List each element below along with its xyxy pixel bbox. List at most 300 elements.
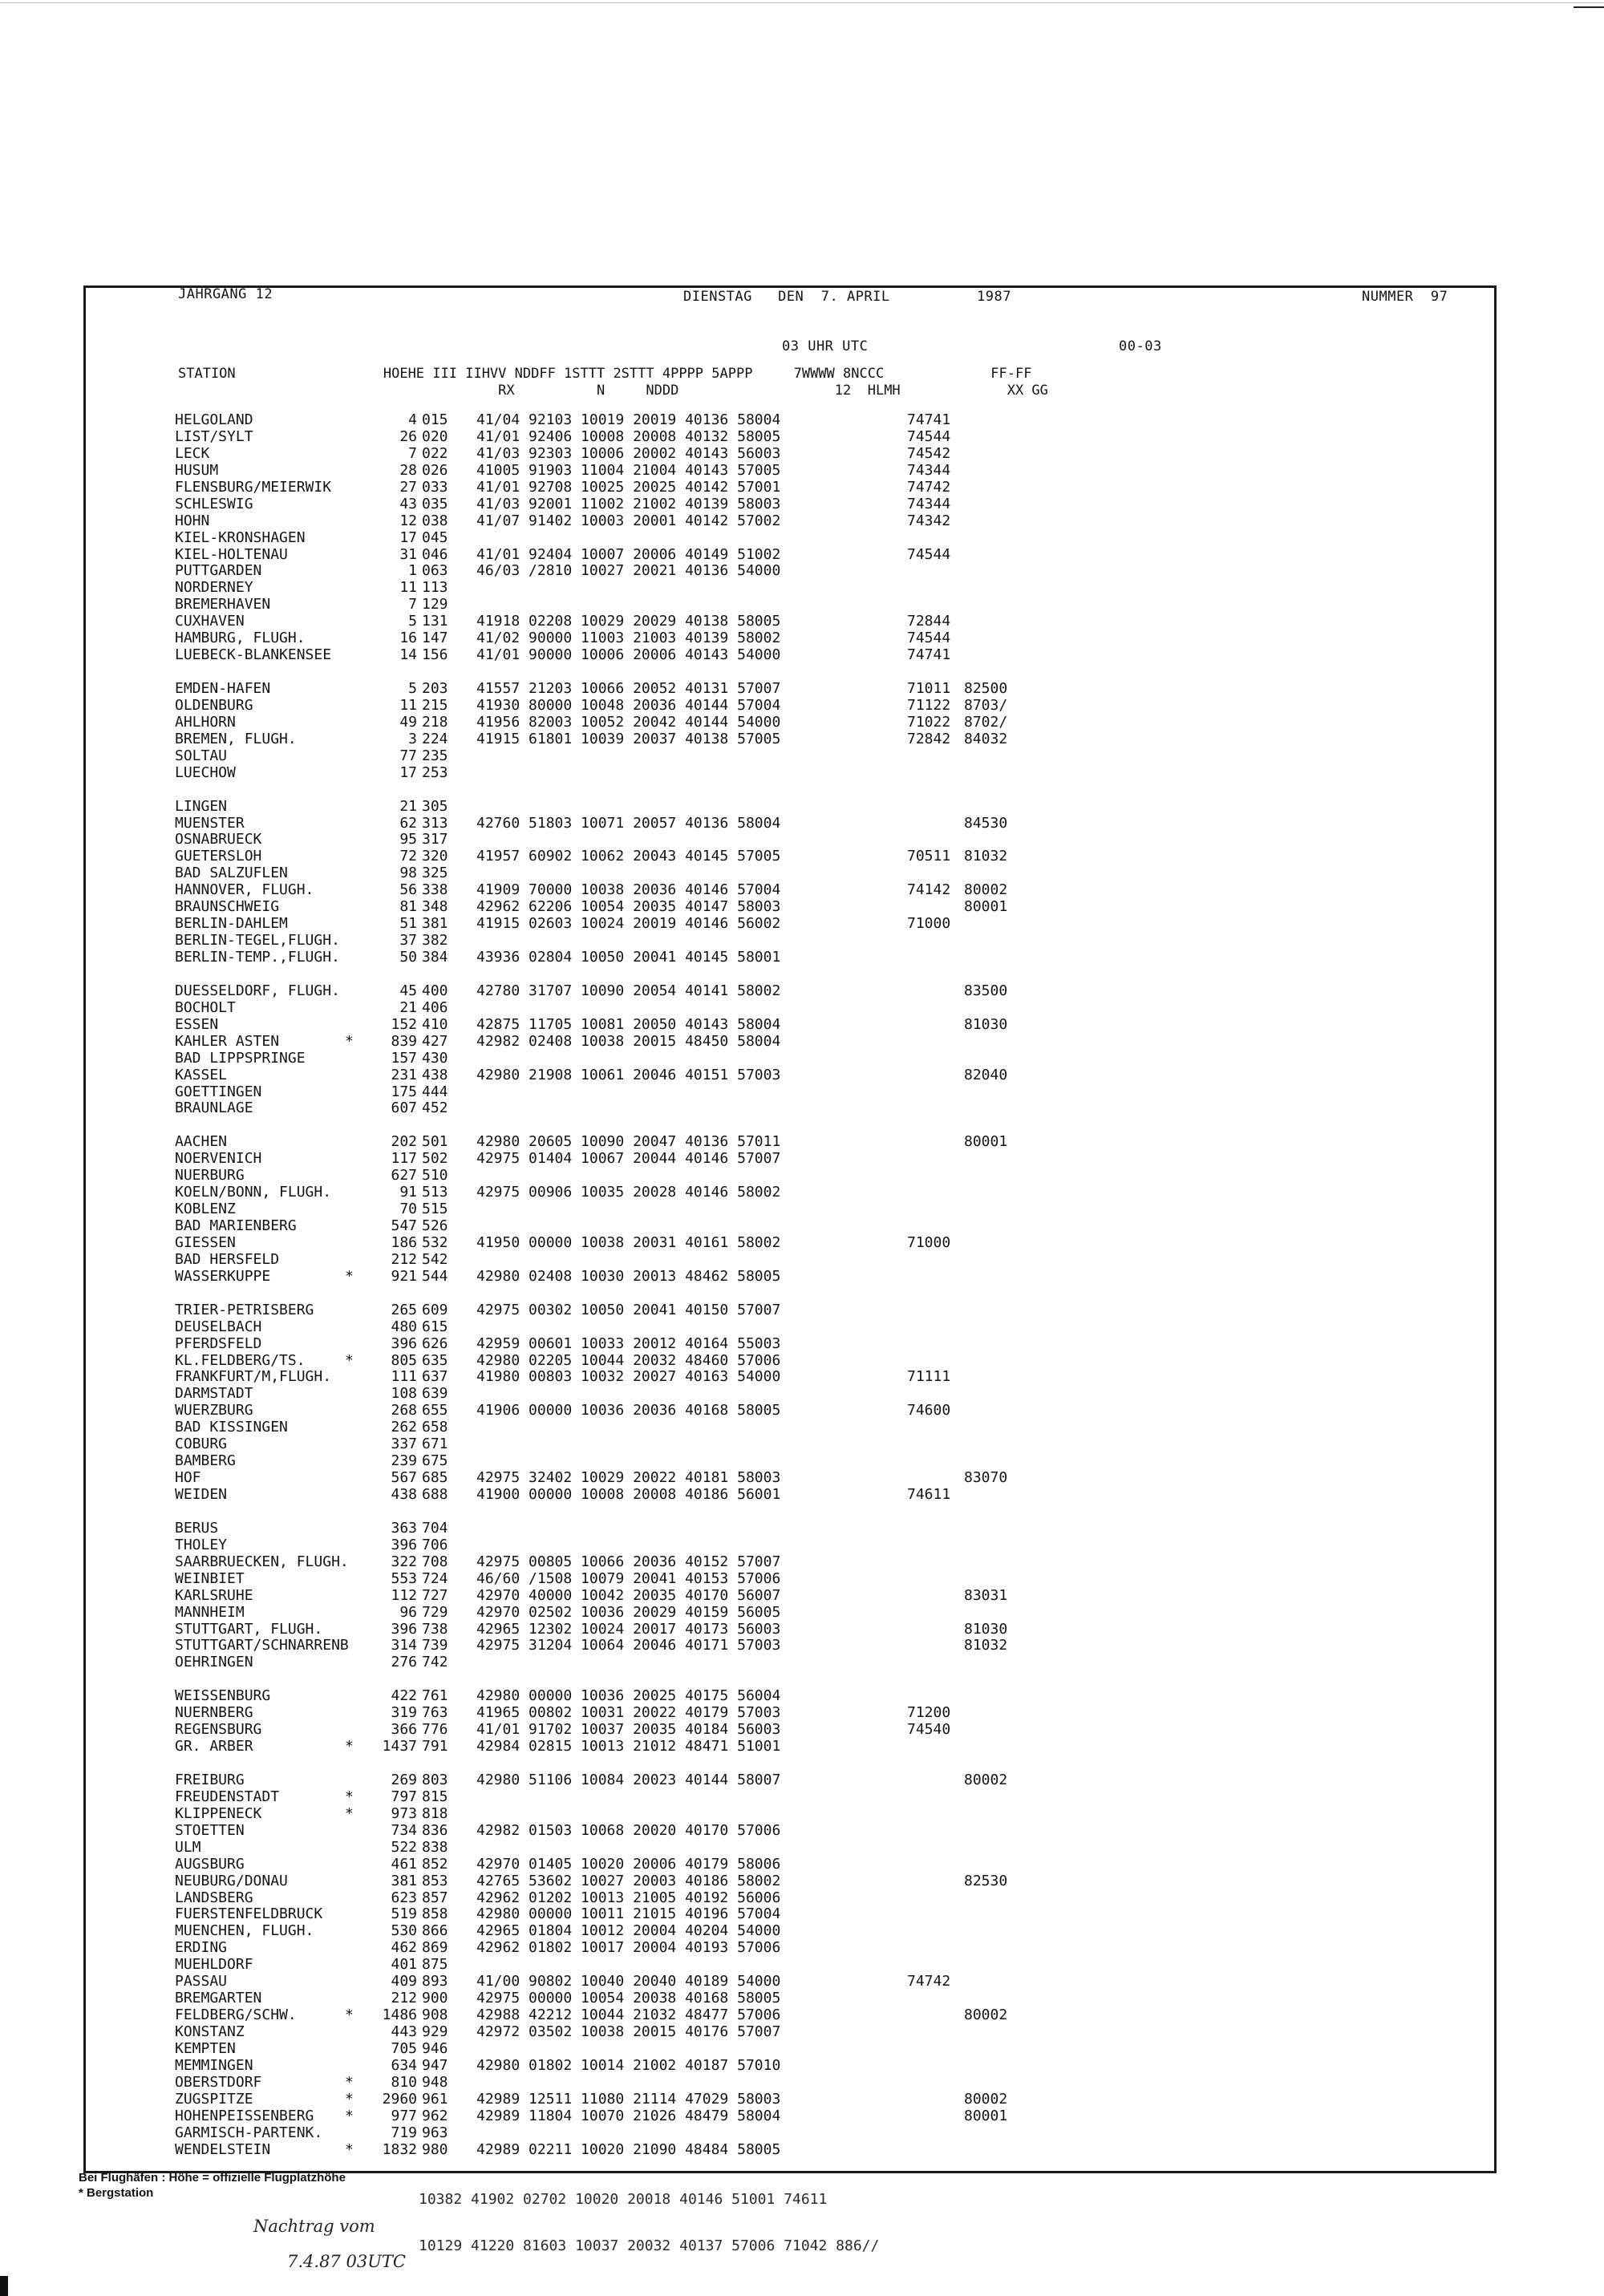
station-height: 21 xyxy=(399,797,417,815)
weather-group: 72842 xyxy=(907,730,951,747)
footnote-mountain-station: * Bergstation xyxy=(79,2186,154,2200)
scan-edge-line xyxy=(0,2,1604,3)
station-name: WUERZBURG xyxy=(175,1402,253,1419)
station-height: 623 xyxy=(391,1889,417,1906)
synop-groups: 41918 02208 10029 20029 40138 58005 xyxy=(476,613,781,630)
weather-group: 74542 xyxy=(907,444,951,462)
station-name: HAMBURG, FLUGH. xyxy=(175,630,306,647)
station-index: 658 xyxy=(422,1419,448,1436)
station-name: COBURG xyxy=(175,1436,228,1453)
station-row xyxy=(175,2124,1474,2141)
cloud-group: 8703/ xyxy=(964,696,1008,714)
station-height: 276 xyxy=(391,1654,417,1671)
station-index: 502 xyxy=(422,1150,448,1168)
station-height: 111 xyxy=(391,1368,417,1386)
station-height: 27 xyxy=(399,478,417,496)
station-height: 337 xyxy=(391,1436,417,1453)
station-height: 26 xyxy=(399,427,417,445)
station-name: AACHEN xyxy=(175,1133,228,1151)
station-row xyxy=(175,428,1474,445)
station-height: 49 xyxy=(399,713,417,731)
station-height: 396 xyxy=(391,1620,417,1638)
synop-groups: 41/04 92103 10019 20019 40136 58004 xyxy=(476,411,781,428)
station-height: 719 xyxy=(391,2124,417,2141)
station-name: KIEL-HOLTENAU xyxy=(175,545,288,563)
synop-groups: 42980 01802 10014 21002 40187 57010 xyxy=(476,2056,781,2074)
station-row xyxy=(175,630,1474,646)
station-index: 929 xyxy=(422,2023,448,2040)
station-row xyxy=(175,1352,1474,1369)
station-row xyxy=(175,1772,1474,1788)
station-height: 268 xyxy=(391,1402,417,1419)
station-name: KOELN/BONN, FLUGH. xyxy=(175,1184,332,1201)
station-height: 422 xyxy=(391,1687,417,1705)
scan-corner-block xyxy=(0,2276,8,2296)
station-name: CUXHAVEN xyxy=(175,613,245,630)
station-row xyxy=(175,982,1474,999)
synop-groups: 41/00 90802 10040 20040 40189 54000 xyxy=(476,1973,781,1990)
synop-groups: 41005 91903 11004 21004 40143 57005 xyxy=(476,461,781,479)
mountain-station-marker: * xyxy=(345,2140,354,2158)
station-name: LIST/SYLT xyxy=(175,427,253,445)
station-name: BERUS xyxy=(175,1519,219,1537)
station-index: 382 xyxy=(422,932,448,950)
station-row xyxy=(175,764,1474,781)
station-row xyxy=(175,462,1474,479)
station-index: 022 xyxy=(422,444,448,462)
cloud-group: 80001 xyxy=(964,2107,1008,2124)
synop-groups: 42760 51803 10071 20057 40136 58004 xyxy=(476,814,781,832)
station-name: BREMERHAVEN xyxy=(175,596,271,613)
station-index: 532 xyxy=(422,1233,448,1251)
station-index: 384 xyxy=(422,949,448,966)
station-height: 409 xyxy=(391,1973,417,1990)
station-name: NOERVENICH xyxy=(175,1150,262,1168)
station-name: KARLSRUHE xyxy=(175,1586,253,1604)
station-index: 947 xyxy=(422,2056,448,2074)
station-index: 803 xyxy=(422,1771,448,1788)
station-height: 91 xyxy=(399,1184,417,1201)
weather-group: 71200 xyxy=(907,1704,951,1722)
station-row xyxy=(175,1133,1474,1150)
station-row xyxy=(175,1150,1474,1167)
station-index: 218 xyxy=(422,713,448,731)
station-height: 314 xyxy=(391,1637,417,1654)
station-height: 2960 xyxy=(382,2090,417,2108)
station-index: 542 xyxy=(422,1250,448,1268)
cloud-group: 83070 xyxy=(964,1469,1008,1487)
station-name: LUEBECK-BLANKENSEE xyxy=(175,646,332,664)
synop-groups: 41909 70000 10038 20036 40146 57004 xyxy=(476,881,781,899)
station-height: 461 xyxy=(391,1855,417,1873)
station-index: 035 xyxy=(422,495,448,512)
station-row xyxy=(175,1201,1474,1217)
synop-groups: 41/03 92001 11002 21002 40139 58003 xyxy=(476,495,781,512)
synop-groups: 42972 03502 10038 20015 40176 57007 xyxy=(476,2023,781,2040)
station-row xyxy=(175,1217,1474,1234)
station-row xyxy=(175,512,1474,529)
station-index: 738 xyxy=(422,1620,448,1638)
station-row xyxy=(175,1167,1474,1184)
station-name: KONSTANZ xyxy=(175,2023,245,2040)
station-height: 5 xyxy=(408,613,417,630)
station-table xyxy=(175,411,1474,2158)
station-index: 033 xyxy=(422,478,448,496)
station-name: BERLIN-DAHLEM xyxy=(175,915,288,933)
weather-group: 74600 xyxy=(907,1402,951,1419)
station-name: BRAUNLAGE xyxy=(175,1099,253,1117)
station-name: KASSEL xyxy=(175,1066,228,1083)
station-height: 1486 xyxy=(382,2006,417,2024)
station-name: HOF xyxy=(175,1469,201,1487)
station-height: 98 xyxy=(399,865,417,882)
station-row xyxy=(175,680,1474,697)
station-row xyxy=(175,1368,1474,1385)
station-name: LINGEN xyxy=(175,797,228,815)
station-height: 11 xyxy=(399,696,417,714)
station-name: BREMGARTEN xyxy=(175,1990,262,2007)
station-index: 761 xyxy=(422,1687,448,1705)
station-row xyxy=(175,2141,1474,2158)
station-name: GOETTINGEN xyxy=(175,1083,262,1100)
station-index: 253 xyxy=(422,763,448,781)
synop-groups: 41915 02603 10024 20019 40146 56002 xyxy=(476,915,781,933)
station-name: FREIBURG xyxy=(175,1771,245,1788)
station-height: 51 xyxy=(399,915,417,933)
station-row xyxy=(175,411,1474,428)
station-row xyxy=(175,1184,1474,1201)
synop-groups: 41956 82003 10052 20042 40144 54000 xyxy=(476,713,781,731)
cloud-group: 80002 xyxy=(964,2006,1008,2024)
station-row xyxy=(175,697,1474,714)
station-row xyxy=(175,1856,1474,1873)
station-index: 235 xyxy=(422,747,448,764)
station-name: SCHLESWIG xyxy=(175,495,253,512)
station-name: WEISSENBURG xyxy=(175,1687,271,1705)
station-row xyxy=(175,1637,1474,1654)
station-name: WEIDEN xyxy=(175,1486,228,1503)
weather-group: 74611 xyxy=(907,1486,951,1503)
station-row xyxy=(175,496,1474,512)
station-name: EMDEN-HAFEN xyxy=(175,680,271,697)
station-index: 452 xyxy=(422,1099,448,1117)
station-index: 038 xyxy=(422,512,448,529)
station-name: DUESSELDORF, FLUGH. xyxy=(175,982,340,999)
station-row xyxy=(175,1738,1474,1755)
station-row xyxy=(175,1251,1474,1268)
mountain-station-marker: * xyxy=(345,1351,354,1369)
station-index: 626 xyxy=(422,1334,448,1352)
weather-group: 71000 xyxy=(907,915,951,933)
synop-groups: 42975 00805 10066 20036 40152 57007 xyxy=(476,1553,781,1570)
section-gap xyxy=(175,663,1474,680)
section-gap xyxy=(175,1285,1474,1302)
synop-groups: 41957 60902 10062 20043 40145 57005 xyxy=(476,848,781,865)
station-row xyxy=(175,2108,1474,2124)
mountain-station-marker: * xyxy=(345,1738,354,1755)
station-name: THOLEY xyxy=(175,1536,228,1553)
station-height: 977 xyxy=(391,2107,417,2124)
station-row xyxy=(175,714,1474,731)
station-row xyxy=(175,881,1474,898)
station-height: 530 xyxy=(391,1922,417,1940)
station-name: AHLHORN xyxy=(175,713,236,731)
synop-groups: 42970 02502 10036 20029 40159 56005 xyxy=(476,1603,781,1621)
station-name: KL.FELDBERG/TS. xyxy=(175,1351,306,1369)
synop-groups: 41980 00803 10032 20027 40163 54000 xyxy=(476,1368,781,1386)
station-row xyxy=(175,1050,1474,1067)
synop-groups: 42765 53602 10027 20003 40186 58002 xyxy=(476,1872,781,1889)
synop-groups: 42975 00000 10054 20038 40168 58005 xyxy=(476,1990,781,2007)
station-height: 21 xyxy=(399,998,417,1016)
station-row xyxy=(175,596,1474,613)
station-name: MUENSTER xyxy=(175,814,245,832)
station-row xyxy=(175,1234,1474,1251)
station-index: 438 xyxy=(422,1066,448,1083)
station-height: 322 xyxy=(391,1553,417,1570)
mountain-station-marker: * xyxy=(345,1267,354,1285)
station-name: BAD MARIENBERG xyxy=(175,1217,297,1234)
station-index: 852 xyxy=(422,1855,448,1873)
station-height: 3 xyxy=(408,730,417,747)
station-height: 28 xyxy=(399,461,417,479)
station-name: OLDENBURG xyxy=(175,696,253,714)
station-height: 805 xyxy=(391,1351,417,1369)
station-name: OSNABRUECK xyxy=(175,831,262,848)
station-index: 444 xyxy=(422,1083,448,1100)
station-name: BOCHOLT xyxy=(175,998,236,1016)
station-index: 046 xyxy=(422,545,448,563)
handwritten-note-line-1: Nachtrag vom xyxy=(253,2217,375,2236)
synop-groups: 42980 21908 10061 20046 40151 57003 xyxy=(476,1066,781,1083)
station-height: 7 xyxy=(408,596,417,613)
issue-number: NUMMER 97 xyxy=(1362,289,1448,305)
weather-group: 74544 xyxy=(907,630,951,647)
station-height: 607 xyxy=(391,1099,417,1117)
station-name: FUERSTENFELDBRUCK xyxy=(175,1905,323,1923)
station-name: GUETERSLOH xyxy=(175,848,262,865)
station-name: SAARBRUECKEN, FLUGH. xyxy=(175,1553,349,1570)
station-index: 900 xyxy=(422,1990,448,2007)
station-index: 513 xyxy=(422,1184,448,1201)
station-height: 366 xyxy=(391,1721,417,1739)
station-row xyxy=(175,1570,1474,1587)
station-index: 655 xyxy=(422,1402,448,1419)
station-index: 727 xyxy=(422,1586,448,1604)
station-name: LUECHOW xyxy=(175,763,236,781)
station-index: 893 xyxy=(422,1973,448,1990)
station-height: 62 xyxy=(399,814,417,832)
station-name: KLIPPENECK xyxy=(175,1804,262,1822)
station-row xyxy=(175,2057,1474,2074)
station-row xyxy=(175,1099,1474,1116)
station-name: ERDING xyxy=(175,1939,228,1957)
synop-groups: 41/01 92404 10007 20006 40149 51002 xyxy=(476,545,781,563)
station-height: 797 xyxy=(391,1788,417,1805)
station-height: 72 xyxy=(399,848,417,865)
synop-groups: 42980 51106 10084 20023 40144 58007 xyxy=(476,1771,781,1788)
station-height: 1437 xyxy=(382,1738,417,1755)
station-height: 239 xyxy=(391,1452,417,1470)
section-gap xyxy=(175,966,1474,982)
synop-groups: 42975 01404 10067 20044 40146 57007 xyxy=(476,1150,781,1168)
station-name: HANNOVER, FLUGH. xyxy=(175,881,314,899)
station-name: WEINBIET xyxy=(175,1569,245,1587)
mountain-station-marker: * xyxy=(345,2073,354,2091)
weather-group: 74741 xyxy=(907,411,951,428)
station-row xyxy=(175,1419,1474,1436)
station-height: 4 xyxy=(408,411,417,428)
station-index: 615 xyxy=(422,1318,448,1335)
station-row xyxy=(175,613,1474,630)
cloud-group: 80002 xyxy=(964,2090,1008,2108)
station-index: 838 xyxy=(422,1838,448,1856)
station-index: 156 xyxy=(422,646,448,664)
station-height: 43 xyxy=(399,495,417,512)
station-row xyxy=(175,1335,1474,1352)
station-height: 17 xyxy=(399,763,417,781)
column-header-line-2: RX N NDDD 12 HLMH XX GG xyxy=(178,383,1048,399)
station-index: 818 xyxy=(422,1804,448,1822)
station-row xyxy=(175,579,1474,596)
station-height: 117 xyxy=(391,1150,417,1168)
station-index: 853 xyxy=(422,1872,448,1889)
station-index: 688 xyxy=(422,1486,448,1503)
column-header-line-1: STATION HOEHE III IIHVV NDDFF 1STTT 2STTT 4PPPP 5APPP 7WWWW 8NCCC FF-FF xyxy=(178,366,1032,382)
station-height: 519 xyxy=(391,1905,417,1923)
synop-groups: 42959 00601 10033 20012 40164 55003 xyxy=(476,1334,781,1352)
report-date: DIENSTAG DEN 7. APRIL xyxy=(683,289,890,305)
synop-groups: 41/01 91702 10037 20035 40184 56003 xyxy=(476,1721,781,1739)
synop-groups: 41/07 91402 10003 20001 40142 57002 xyxy=(476,512,781,529)
station-name: BREMEN, FLUGH. xyxy=(175,730,297,747)
station-row xyxy=(175,646,1474,663)
station-name: LANDSBERG xyxy=(175,1889,253,1906)
station-name: BERLIN-TEGEL,FLUGH. xyxy=(175,932,340,950)
station-row xyxy=(175,2040,1474,2057)
station-index: 962 xyxy=(422,2107,448,2124)
synop-groups: 41930 80000 10048 20036 40144 57004 xyxy=(476,696,781,714)
station-index: 635 xyxy=(422,1351,448,1369)
supplement-line-1: 10382 41902 02702 10020 20018 40146 51001 74611 xyxy=(419,2191,828,2208)
station-name: NEUBURG/DONAU xyxy=(175,1872,288,1889)
station-height: 31 xyxy=(399,545,417,563)
station-row xyxy=(175,1385,1474,1402)
station-index: 544 xyxy=(422,1267,448,1285)
cloud-group: 80001 xyxy=(964,1133,1008,1151)
station-name: BAD HERSFELD xyxy=(175,1250,280,1268)
section-gap xyxy=(175,1755,1474,1772)
station-height: 547 xyxy=(391,1217,417,1234)
station-name: HUSUM xyxy=(175,461,219,479)
station-height: 186 xyxy=(391,1233,417,1251)
station-row xyxy=(175,1939,1474,1956)
station-name: TRIER-PETRISBERG xyxy=(175,1301,314,1318)
station-name: GIESSEN xyxy=(175,1233,236,1251)
station-index: 113 xyxy=(422,579,448,597)
synop-groups: 42875 11705 10081 20050 40143 58004 xyxy=(476,1015,781,1033)
handwritten-note-line-2: 7.4.87 03UTC xyxy=(287,2252,406,2271)
station-name: NORDERNEY xyxy=(175,579,253,597)
station-name: KOBLENZ xyxy=(175,1201,236,1218)
station-row xyxy=(175,1587,1474,1604)
station-index: 706 xyxy=(422,1536,448,1553)
weather-group: 71122 xyxy=(907,696,951,714)
station-index: 858 xyxy=(422,1905,448,1923)
station-name: GARMISCH-PARTENK. xyxy=(175,2124,323,2141)
cloud-group: 83031 xyxy=(964,1586,1008,1604)
synop-groups: 42975 00302 10050 20041 40150 57007 xyxy=(476,1301,781,1318)
station-index: 400 xyxy=(422,982,448,999)
cloud-group: 84530 xyxy=(964,814,1008,832)
station-row xyxy=(175,1553,1474,1570)
station-name: FREUDENSTADT xyxy=(175,1788,280,1805)
station-height: 734 xyxy=(391,1821,417,1839)
station-index: 742 xyxy=(422,1654,448,1671)
station-index: 129 xyxy=(422,596,448,613)
weather-group: 74741 xyxy=(907,646,951,664)
station-height: 37 xyxy=(399,932,417,950)
station-row xyxy=(175,1486,1474,1503)
station-row xyxy=(175,1083,1474,1100)
station-row xyxy=(175,529,1474,546)
station-height: 443 xyxy=(391,2023,417,2040)
cloud-group: 81030 xyxy=(964,1015,1008,1033)
station-height: 231 xyxy=(391,1066,417,1083)
station-index: 724 xyxy=(422,1569,448,1587)
station-index: 946 xyxy=(422,2039,448,2057)
station-index: 857 xyxy=(422,1889,448,1906)
station-index: 980 xyxy=(422,2140,448,2158)
station-height: 553 xyxy=(391,1569,417,1587)
station-index: 739 xyxy=(422,1637,448,1654)
station-height: 973 xyxy=(391,1804,417,1822)
station-index: 708 xyxy=(422,1553,448,1570)
station-row xyxy=(175,1268,1474,1285)
station-name: BERLIN-TEMP.,FLUGH. xyxy=(175,949,340,966)
synop-groups: 41/01 92708 10025 20025 40142 57001 xyxy=(476,478,781,496)
mountain-station-marker: * xyxy=(345,1032,354,1050)
synop-groups: 42988 42212 10044 21032 48477 57006 xyxy=(476,2006,781,2024)
synop-groups: 42970 40000 10042 20035 40170 56007 xyxy=(476,1586,781,1604)
mountain-station-marker: * xyxy=(345,2006,354,2024)
synop-groups: 42962 01802 10017 20004 40193 57006 xyxy=(476,1939,781,1957)
synop-groups: 42980 02205 10044 20032 48460 57006 xyxy=(476,1351,781,1369)
section-gap xyxy=(175,1670,1474,1687)
station-index: 348 xyxy=(422,898,448,916)
synop-groups: 41/01 90000 10006 20006 40143 54000 xyxy=(476,646,781,664)
station-height: 16 xyxy=(399,630,417,647)
station-name: BRAUNSCHWEIG xyxy=(175,898,280,916)
synop-groups: 42980 00000 10011 21015 40196 57004 xyxy=(476,1905,781,1923)
station-name: OBERSTDORF xyxy=(175,2073,262,2091)
station-index: 305 xyxy=(422,797,448,815)
station-height: 262 xyxy=(391,1419,417,1436)
station-row xyxy=(175,1621,1474,1638)
station-name: MEMMINGEN xyxy=(175,2056,253,2074)
synop-groups: 42975 00906 10035 20028 40146 58002 xyxy=(476,1184,781,1201)
station-height: 95 xyxy=(399,831,417,848)
station-index: 020 xyxy=(422,427,448,445)
station-name: MANNHEIM xyxy=(175,1603,245,1621)
synop-groups: 41557 21203 10066 20052 40131 57007 xyxy=(476,680,781,697)
weather-group: 74544 xyxy=(907,427,951,445)
synop-groups: 42989 02211 10020 21090 48484 58005 xyxy=(476,2140,781,2158)
station-height: 396 xyxy=(391,1536,417,1553)
synop-groups: 46/60 /1508 10079 20041 40153 57006 xyxy=(476,1569,781,1587)
station-name: PFERDSFELD xyxy=(175,1334,262,1352)
station-row xyxy=(175,1318,1474,1335)
